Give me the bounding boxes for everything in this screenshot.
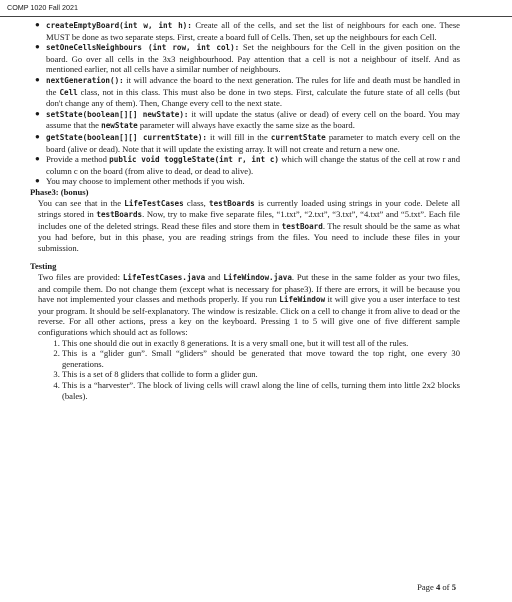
method-signature: createEmptyBoard(int w, int h): xyxy=(46,21,192,30)
method-description: Set the neighbours for the Cell in the given position on the board. Go over all cells in the 3x3 neighbourhood. Pay attention that a cell is not a neighbour of itself. And as mentioned earlier, not all cells have a similar number of neighbours. xyxy=(46,42,460,75)
bullet-icon: ● xyxy=(35,74,40,84)
list-item: 3. This is a set of 8 gliders that collide to form a glider gun. xyxy=(62,369,460,380)
list-item xyxy=(35,42,460,75)
testing-heading: Testing xyxy=(30,261,57,272)
method-description: Create all of the cells, and set the list of neighbours for each one. These MUST be done as two separate steps. First, create a board full of Cells. Then, set up the neighbours for each Cell. xyxy=(46,20,460,42)
bullet-icon: ● xyxy=(35,42,40,52)
method-signature: setOneCellsNeighbours (int row, int col): xyxy=(46,43,240,53)
inline-code: LifeWindow xyxy=(279,295,326,305)
method-signature: public void toggleState(int r, int c) xyxy=(109,155,279,165)
inline-code: Cell xyxy=(59,87,78,97)
configuration-list xyxy=(30,338,460,402)
inline-code: LifeTestCases xyxy=(124,198,184,208)
method-description: it will update the status (alive or dead) of every cell on the board. You may assume that the xyxy=(46,108,460,131)
method-description: it will fill in the xyxy=(206,131,271,142)
bullet-icon: ● xyxy=(35,154,40,164)
course-title: COMP 1020 Fall 2021 xyxy=(7,3,78,12)
bullet-icon: ● xyxy=(35,20,40,29)
total-pages: 5 xyxy=(451,582,456,592)
document-body xyxy=(30,20,460,401)
text-run: it will give you a user interface to test your program. It should be self-explanatory. The window is resizable. Click on a cell to change it from alive to dead or the reverse. For all other actions, press a key on the keyboard. Pressing 1 to 5 will give one of five different sample configurations which should act as follows: xyxy=(38,294,460,338)
item-text: Provide a method xyxy=(46,154,110,165)
text-run: . Now, try to make five separate files, “1.txt”, “2.txt”, “3.txt”, “4.txt” and “5.txt”. Each file includes one of the deleted strings. Read these files and store them in xyxy=(38,209,460,231)
page-of: of xyxy=(440,582,452,592)
method-description: which will change the status of the cell at row r and column c on the board (from alive to dead, or dead to alive). xyxy=(46,154,460,176)
method-description-cont: parameter will always have exactly the same size as the board. xyxy=(137,120,355,131)
method-signature: nextGeneration(): xyxy=(46,75,124,85)
page-number xyxy=(417,582,456,592)
text-run: is currently loaded using strings in your code. Delete all strings stored in xyxy=(38,197,460,220)
inline-code: newState xyxy=(101,121,138,131)
method-description: it will advance the board to the next generation. The rules for life and death must be handled in the xyxy=(46,74,460,97)
method-description-cont: parameter to match every cell on the board (alive or dead). Note that it will update the existing array. It will not create and return a new one. xyxy=(46,131,461,154)
list-item xyxy=(35,108,460,132)
phase3-paragraph xyxy=(38,198,460,254)
list-item xyxy=(35,154,460,176)
text-run: . Put these in the same folder as your two files, and compile them. Do not change them (except what is necessary for phase3). If there are errors, it will be because you have not implemented your classes and methods properly. If you run xyxy=(38,272,460,305)
current-page: 4 xyxy=(435,582,441,592)
inline-code: LifeWindow.java xyxy=(223,273,292,283)
bullet-icon: ● xyxy=(35,108,40,118)
text-run: and xyxy=(205,272,224,283)
bullet-icon: ● xyxy=(35,131,40,141)
text-run: . The result should be the same as what you had before, but in this phase, you are reading strings from the files. You need to include these files in your submission. xyxy=(38,220,461,253)
method-list xyxy=(30,20,460,187)
list-item: 1. This one should die out in exactly 8 generations. It is a very small one, but it will test all of the rules. xyxy=(62,338,460,349)
inline-code: testBoards xyxy=(209,198,255,208)
inline-code: testBoards xyxy=(96,210,143,220)
method-signature: setState(boolean[][] newState): xyxy=(46,109,189,119)
page-label: Page xyxy=(417,582,436,592)
list-item: 4. This is a “harvester”. The block of living cells will crawl along the line of cells, turning them into little 2x2 blocks (bales). xyxy=(62,380,460,401)
list-item: 2. This is a “glider gun”. Small “gliders” should be generated that move toward the top right, one every 30 generations. xyxy=(62,348,460,369)
list-item xyxy=(35,20,460,42)
list-item xyxy=(35,74,460,109)
inline-code: currentState xyxy=(270,132,326,142)
text-run: class, xyxy=(183,197,210,208)
text-run: You can see that in the xyxy=(38,197,125,208)
page-header xyxy=(0,0,512,17)
item-text: You may choose to implement other methods if you wish. xyxy=(46,176,245,187)
list-item xyxy=(35,176,460,187)
inline-code: LifeTestCases.java xyxy=(122,273,206,283)
method-signature: getState(boolean[][] currentState): xyxy=(46,132,207,142)
inline-code: testBoard xyxy=(281,221,323,231)
list-item xyxy=(35,131,461,154)
text-run: Two files are provided: xyxy=(38,272,123,283)
phase3-heading: Phase3: (bonus) xyxy=(30,186,89,197)
bullet-icon: ● xyxy=(35,176,40,186)
method-description-cont: class, not in this class. This must also be done in two steps. First, calculate the future state of all cells (but don't change any of them). Then, Change every cell to the next state. xyxy=(46,86,460,109)
testing-paragraph xyxy=(38,272,460,338)
